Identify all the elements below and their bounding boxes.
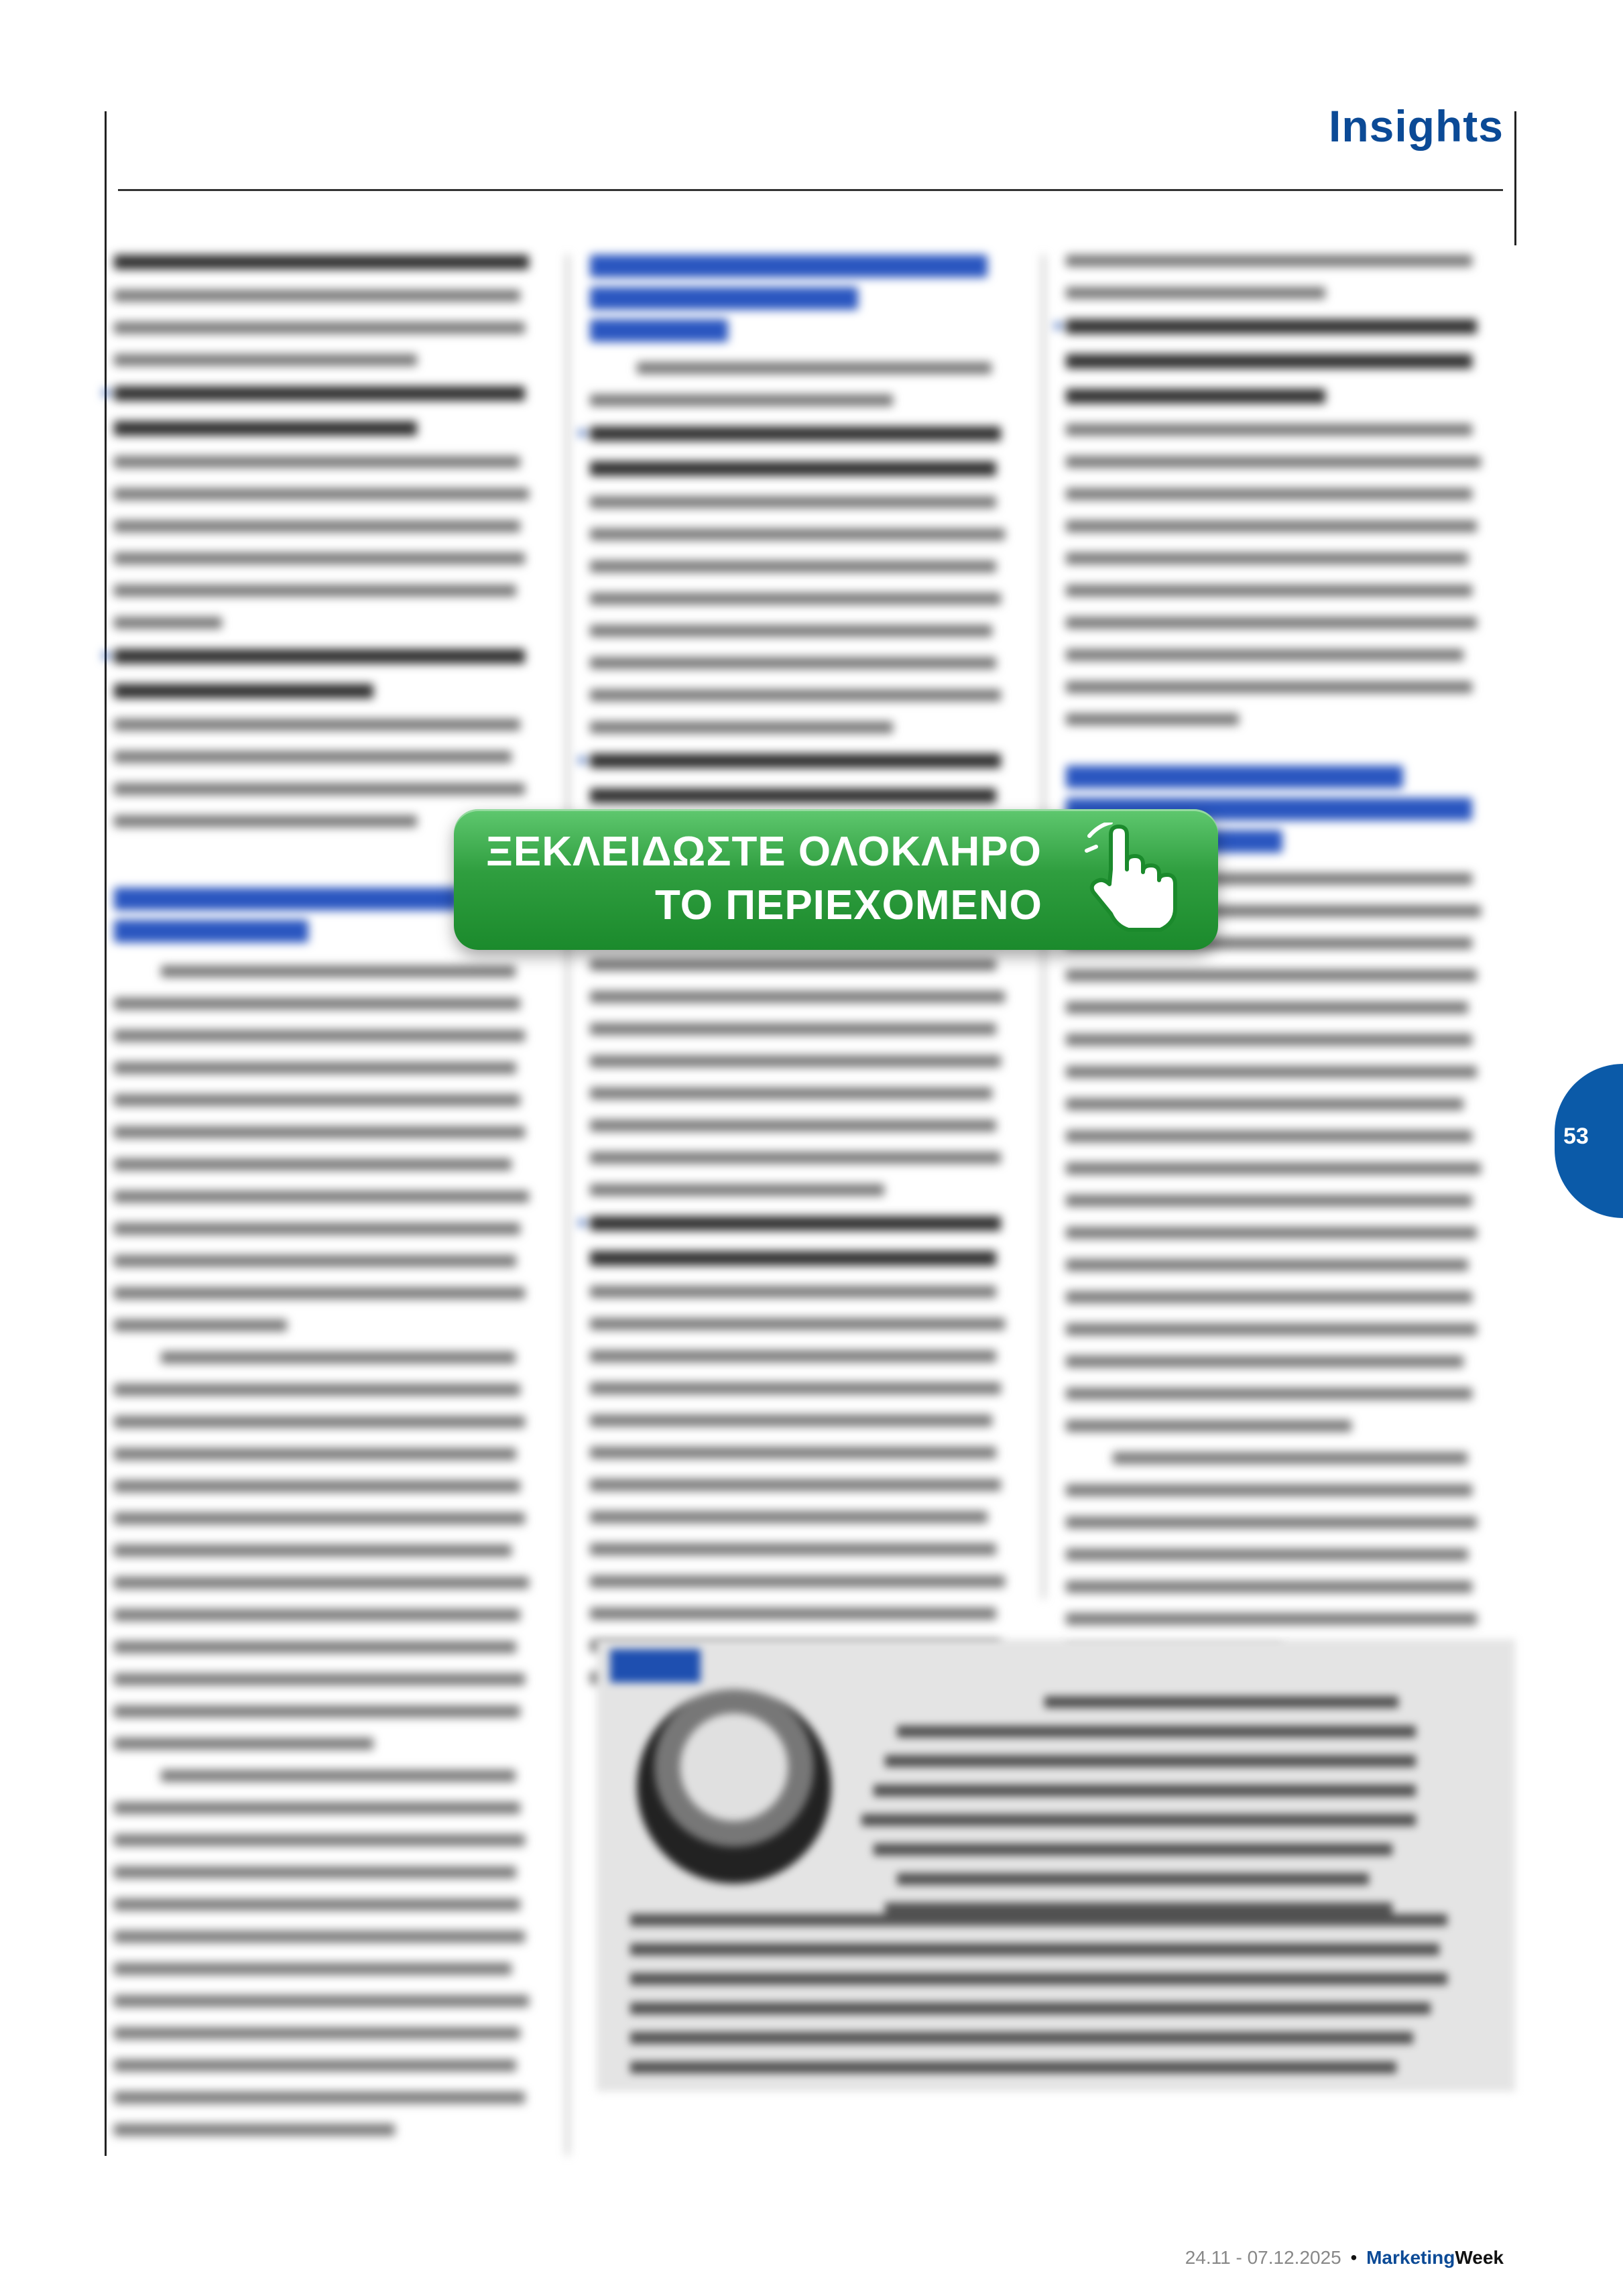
header-rule [118, 189, 1503, 191]
page-footer [1185, 2247, 1504, 2269]
footer-date: 24.11 - 07.12.2025 [1185, 2247, 1341, 2268]
bio-label [610, 1649, 701, 1683]
section-title: Insights [1328, 101, 1504, 151]
author-bio-box [597, 1639, 1515, 2092]
footer-brand-marketing: Marketing [1366, 2247, 1455, 2268]
unlock-button-line-1: ΞΕΚΛΕΙΔΩΣΤΕ ΟΛΟΚΛΗΡΟ [486, 829, 1042, 875]
footer-brand-week: Week [1455, 2247, 1504, 2268]
article-column-3 [1066, 255, 1498, 1677]
page-number: 53 [1563, 1124, 1589, 1149]
article-column-1 [114, 255, 546, 2156]
bio-text-continued [630, 1914, 1482, 2091]
article-column-2 [590, 255, 1022, 1704]
bio-text [838, 1696, 1428, 1932]
author-photo [637, 1689, 831, 1884]
footer-separator: • [1350, 2247, 1358, 2268]
right-frame-rule [1514, 111, 1516, 245]
pointing-hand-icon [1084, 823, 1185, 936]
left-frame-rule [105, 111, 107, 2156]
unlock-button-line-2: ΤΟ ΠΕΡΙΕΧΟΜΕΝΟ [655, 882, 1042, 928]
column-separator [566, 1599, 568, 2155]
unlock-content-button[interactable] [454, 809, 1218, 950]
